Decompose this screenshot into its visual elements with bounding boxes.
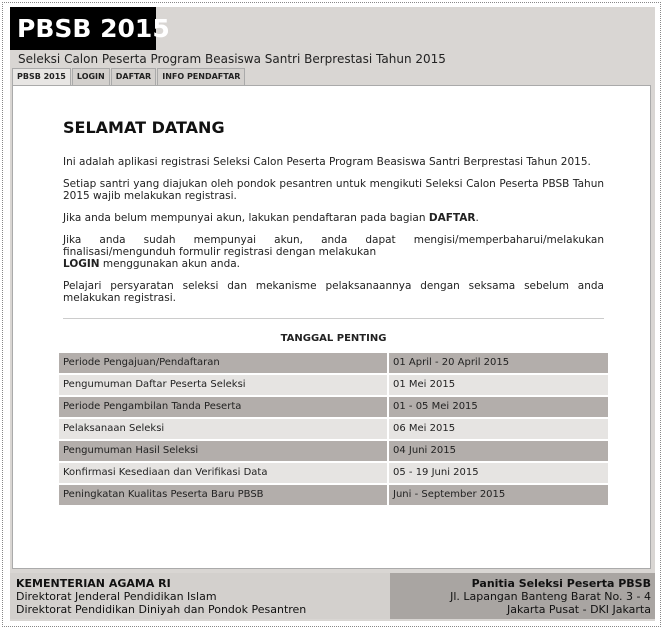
event-cell: Pengumuman Daftar Peserta Seleksi	[59, 375, 387, 395]
table-row	[59, 463, 608, 483]
table-title: TANGGAL PENTING	[280, 333, 387, 344]
date-cell: 01 April - 20 April 2015	[389, 353, 608, 373]
event-cell: Periode Pengambilan Tanda Peserta	[59, 397, 387, 417]
table-row	[59, 485, 608, 505]
event-cell: Pelaksanaan Seleksi	[59, 419, 387, 439]
footer-city: Jakarta Pusat - DKI Jakarta	[506, 603, 651, 616]
footer-address: Jl. Lapangan Banteng Barat No. 3 - 4	[450, 590, 651, 603]
site-subtitle: Seleksi Calon Peserta Program Beasiswa Santri Berprestasi Tahun 2015	[18, 52, 446, 66]
text: Jika anda belum mempunyai akun, lakukan pendaftaran pada bagian	[63, 212, 429, 224]
text: Jika anda sudah mempunyai akun, anda dapat mengisi/memperbaharui/melakukan finalisasi/mengunduh formulir registrasi dengan melakukan	[63, 234, 604, 258]
daftar-paragraph	[63, 212, 604, 224]
tab-bar	[12, 68, 246, 85]
login-emphasis: LOGIN	[63, 258, 100, 270]
login-line	[63, 258, 604, 270]
footer-directorate: Direktorat Pendidikan Diniyah dan Pondok Pesantren	[16, 603, 307, 616]
table-row	[59, 419, 608, 439]
table-row	[59, 353, 608, 373]
date-cell: 01 Mei 2015	[389, 375, 608, 395]
event-cell: Pengumuman Hasil Seleksi	[59, 441, 387, 461]
event-cell: Konfirmasi Kesediaan dan Verifikasi Data	[59, 463, 387, 483]
footer-right	[390, 573, 655, 619]
table-row	[59, 375, 608, 395]
daftar-emphasis: DAFTAR	[428, 212, 476, 224]
date-cell: 05 - 19 Juni 2015	[389, 463, 608, 483]
date-cell: Juni - September 2015	[389, 485, 608, 505]
app-frame	[10, 7, 655, 621]
tab-login[interactable]: LOGIN	[72, 68, 110, 85]
intro-paragraph: Ini adalah aplikasi registrasi Seleksi Calon Peserta Program Beasiswa Santri Berprestasi Tahun 2015.	[63, 156, 591, 168]
table-row	[59, 441, 608, 461]
login-paragraph	[63, 234, 604, 270]
content-panel	[12, 85, 651, 569]
event-cell: Peningkatan Kualitas Peserta Baru PBSB	[59, 485, 387, 505]
logo: PBSB 2015	[17, 14, 170, 43]
footer-directorate-general: Direktorat Jenderal Pendidikan Islam	[16, 590, 217, 603]
event-cell: Periode Pengajuan/Pendaftaran	[59, 353, 387, 373]
divider	[63, 318, 604, 319]
tab-info-pendaftar[interactable]: INFO PENDAFTAR	[157, 68, 245, 85]
table-row	[59, 397, 608, 417]
footer-ministry: KEMENTERIAN AGAMA RI	[16, 577, 171, 590]
text: .	[475, 212, 479, 224]
text: menggunakan akun anda.	[99, 258, 241, 270]
date-cell: 06 Mei 2015	[389, 419, 608, 439]
date-cell: 04 Juni 2015	[389, 441, 608, 461]
tab-daftar[interactable]: DAFTAR	[111, 68, 156, 85]
registration-paragraph: Setiap santri yang diajukan oleh pondok pesantren untuk mengikuti Seleksi Calon Peserta PBSB Tahun 2015 wajib melakukan registrasi.	[63, 178, 604, 202]
footer-left	[10, 573, 390, 619]
requirements-paragraph: Pelajari persyaratan seleksi dan mekanisme pelaksanaannya dengan seksama sebelum anda melakukan registrasi.	[63, 280, 604, 304]
important-dates-table	[57, 351, 610, 507]
page-title: SELAMAT DATANG	[63, 118, 225, 137]
tab-pbsb-2015[interactable]: PBSB 2015	[12, 68, 71, 85]
date-cell: 01 - 05 Mei 2015	[389, 397, 608, 417]
footer-committee: Panitia Seleksi Peserta PBSB	[471, 577, 651, 590]
